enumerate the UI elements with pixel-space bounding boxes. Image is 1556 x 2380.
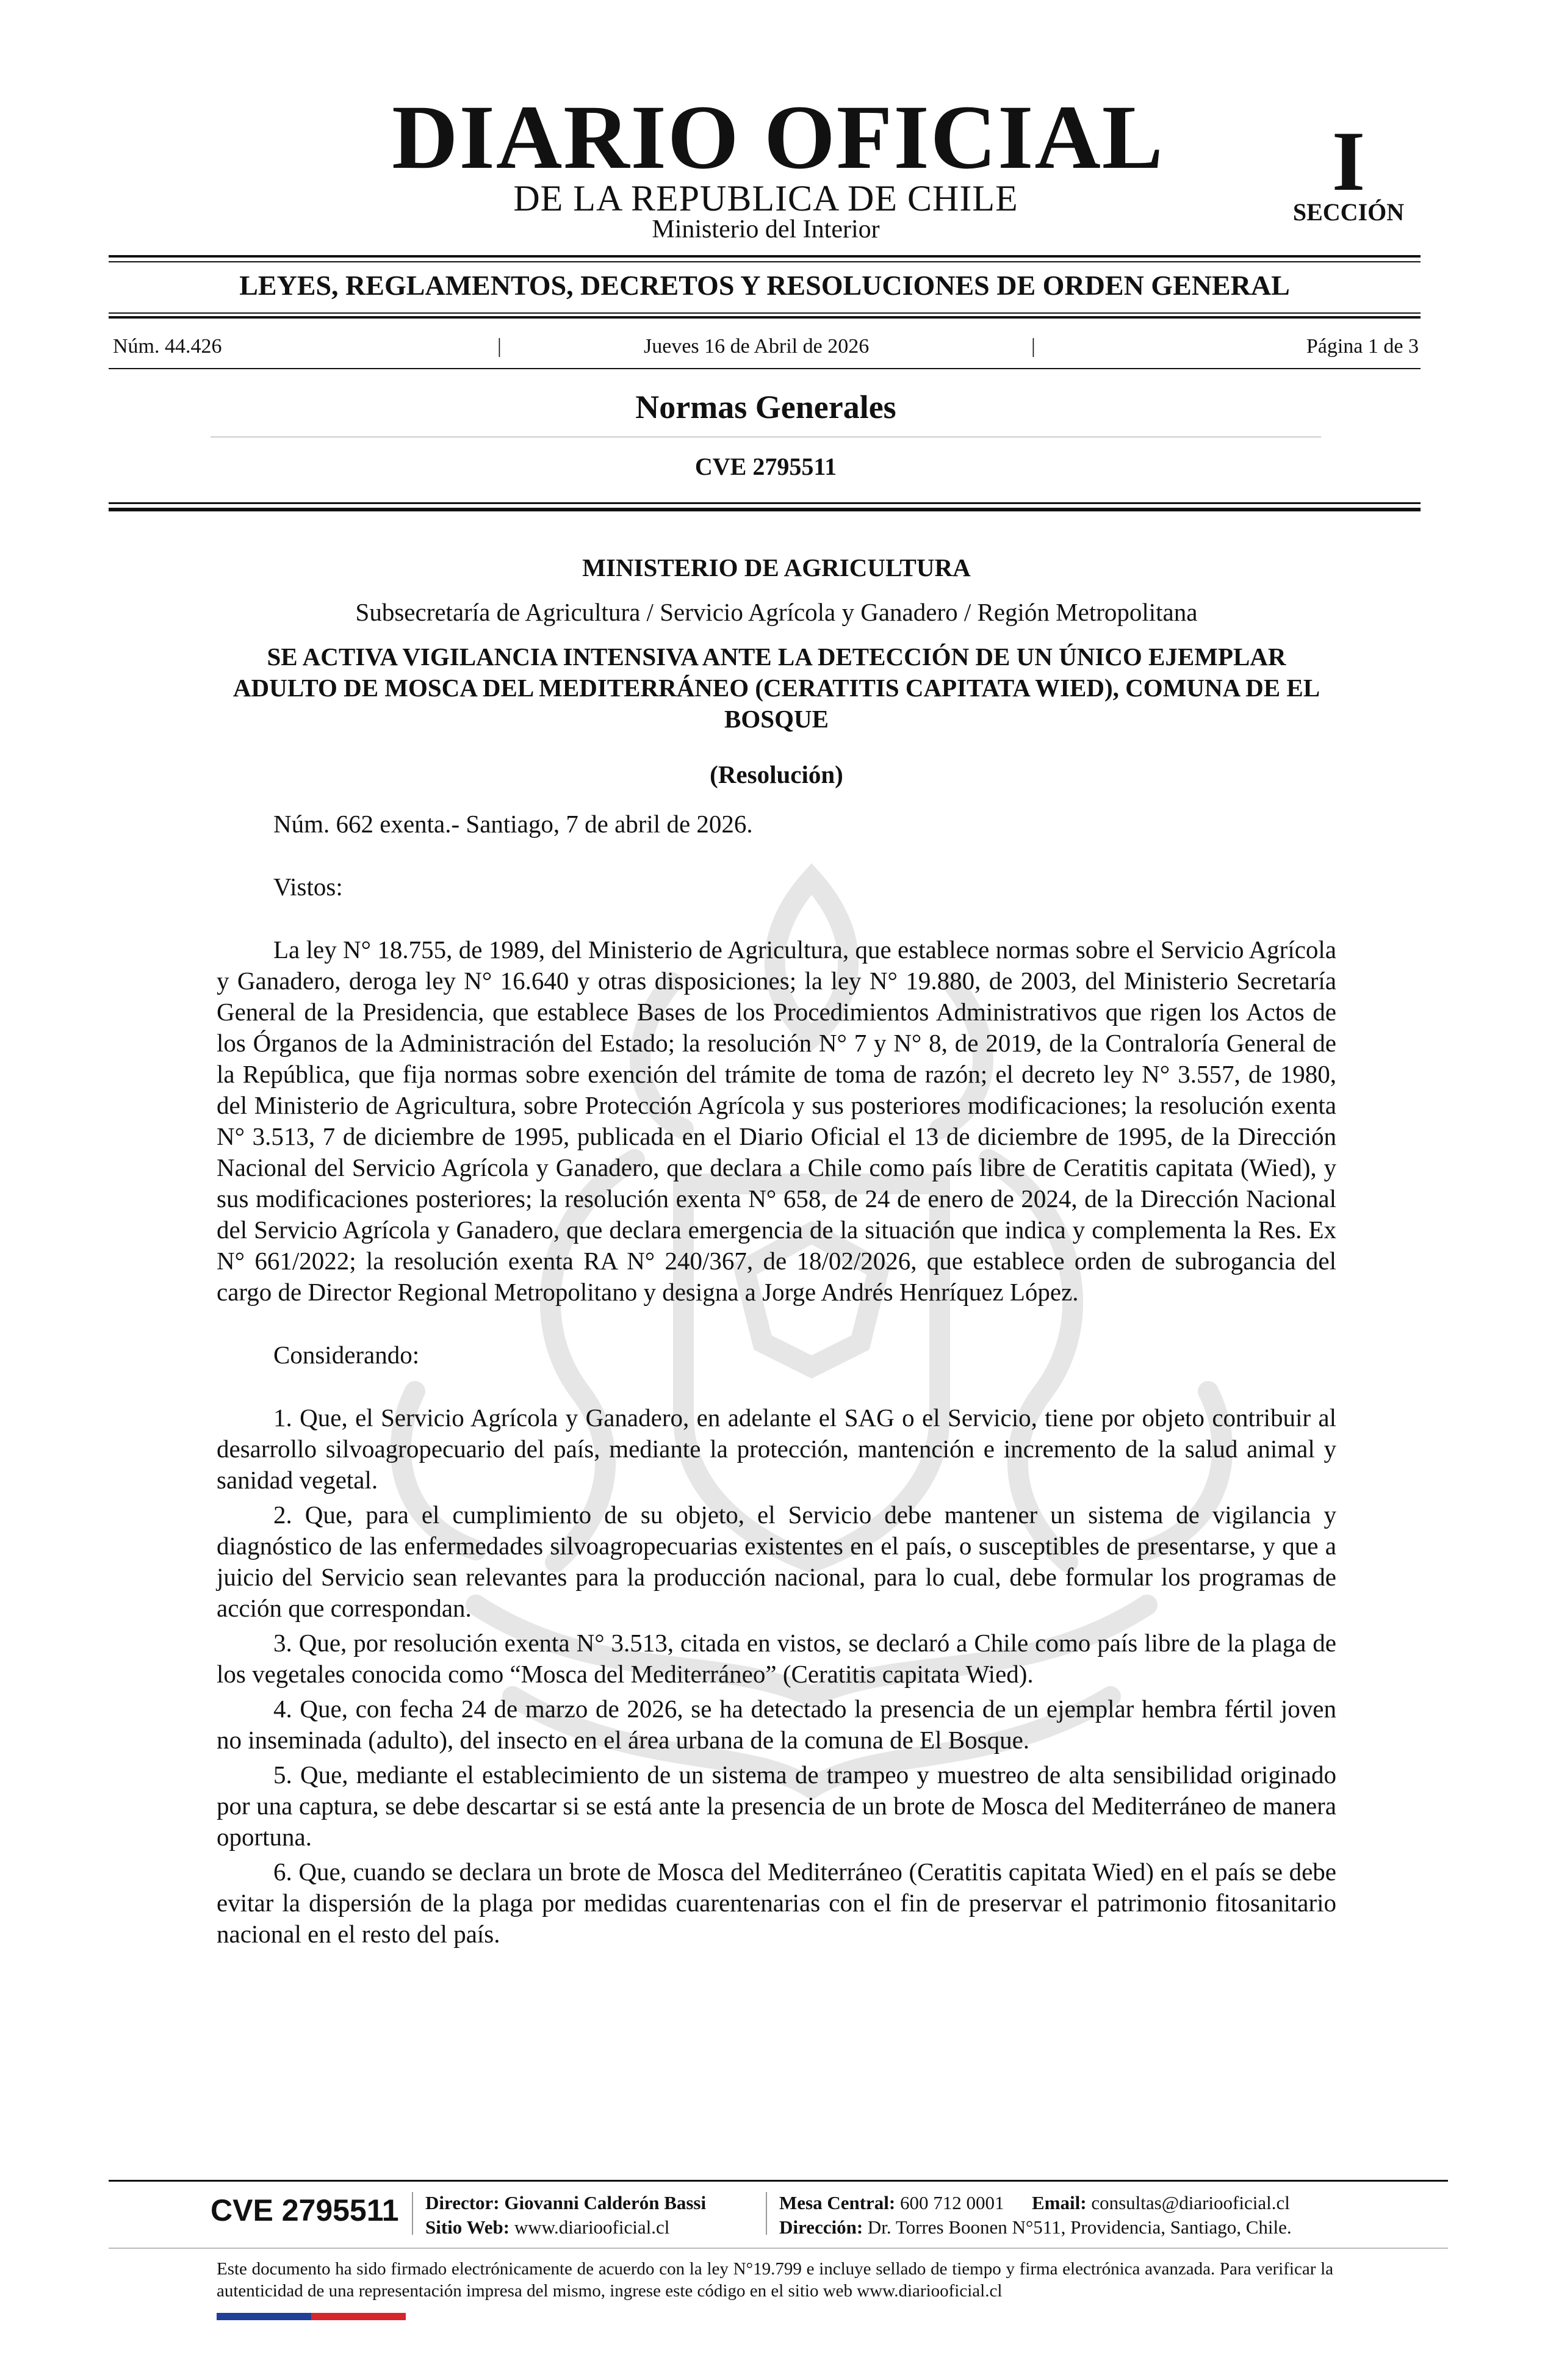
masthead-ministry: Ministerio del Interior bbox=[652, 215, 880, 243]
vistos-heading: Vistos: bbox=[273, 873, 343, 901]
director-name: Giovanni Calderón Bassi bbox=[504, 2192, 707, 2213]
website-label: Sitio Web: bbox=[425, 2216, 510, 2238]
issue-date: Jueves 16 de Abril de 2026 bbox=[644, 335, 870, 358]
document-type: (Resolución) bbox=[710, 760, 843, 788]
masthead-subtitle: DE LA REPUBLICA DE CHILE bbox=[513, 178, 1018, 218]
cve-code: CVE 2795511 bbox=[694, 453, 837, 480]
footer-address bbox=[779, 2215, 1292, 2240]
website-link[interactable]: www.diariooficial.cl bbox=[514, 2216, 670, 2238]
cve-rule-thin bbox=[109, 502, 1421, 504]
laws-rule bbox=[109, 316, 1421, 319]
issue-number: Núm. 44.426 bbox=[113, 335, 222, 358]
masthead-rule-top bbox=[109, 255, 1421, 258]
footer-website bbox=[425, 2215, 669, 2240]
address-label: Dirección: bbox=[779, 2216, 863, 2238]
section-label: SECCIÓN bbox=[1292, 198, 1405, 226]
resolution-title: SE ACTIVA VIGILANCIA INTENSIVA ANTE LA DETECCIÓN DE UN ÚNICO EJEMPLAR ADULTO DE MOSCA DEL MEDITERRÁNEO (CERATITIS CAPITATA WIED), COMUNA DE EL BOSQUE bbox=[232, 643, 1320, 733]
issue-rule bbox=[109, 368, 1421, 369]
laws-rule-thin bbox=[109, 312, 1421, 314]
footer-cve-code: CVE 2795511 bbox=[211, 2193, 399, 2227]
norms-heading: Normas Generales bbox=[635, 389, 896, 425]
footer-director bbox=[425, 2191, 706, 2215]
issue-separator: | bbox=[1031, 335, 1036, 358]
considerando-item: 3. Que, por resolución exenta N° 3.513, citada en vistos, se declaró a Chile como país libre de la plaga de los vegetales conocida como “Mosca del Mediterráneo” (Ceratitis capitata Wied). bbox=[217, 1629, 1336, 1688]
considerando-item: 5. Que, mediante el establecimiento de un sistema de trampeo y muestreo de alta sensibilidad originado por una captura, se debe descartar si se está ante la presencia de un brote de Mosca del Mediterráneo de manera oportuna. bbox=[217, 1761, 1336, 1851]
footer-notice-rule bbox=[109, 2248, 1448, 2249]
footer-contact bbox=[779, 2191, 1290, 2215]
cve-rule bbox=[109, 508, 1421, 511]
vistos-paragraph: La ley N° 18.755, de 1989, del Ministerio de Agricultura, que establece normas sobre el Servicio Agrícola y Ganadero, deroga ley N° 16.640 y otras disposiciones; la ley N° 19.880, de 2003, del Ministerio Secretaría General de la Presidencia, que establece Bases de los Procedimientos Administrativos que rigen los Actos de los Órganos de la Administración del Estado; la resolución N° 7 y N° 8, de 2019, de la Contraloría General de la República, que fija normas sobre exención del trámite de toma de razón; el decreto ley N° 3.557, de 1980, del Ministerio de Agricultura, sobre Protección Agrícola y sus posteriores modificaciones; la resolución exenta N° 3.513, 7 de diciembre de 1995, publicada en el Diario Oficial el 13 de diciembre de 1995, de la Dirección Nacional del Servicio Agrícola y Ganadero, que declara a Chile como país libre de Ceratitis capitata (Wied), y sus modificaciones posteriores; la resolución exenta N° 658, de 24 de enero de 2024, de la Dirección Nacional del Servicio Agrícola y Ganadero, que declara emergencia de la situación que indica y complementa la Res. Ex N° 661/2022; la resolución exenta RA N° 240/367, de 18/02/2026, que establece orden de subrogancia del cargo de Director Regional Metropolitano y designa a Jorge Andrés Henríquez López. bbox=[217, 936, 1336, 1306]
flag-stripe-blue bbox=[217, 2313, 311, 2320]
section-numeral: I bbox=[1331, 114, 1366, 209]
issue-page: Página 1 de 3 bbox=[1306, 335, 1419, 358]
signature-notice: Este documento ha sido firmado electrónicamente de acuerdo con la ley N°19.799 e incluye sellado de tiempo y firma electrónica avanzada. Para verificar la autenticidad de una representación impresa del mismo, ingrese este código en el sitio web www.diariooficial.cl bbox=[217, 2259, 1333, 2301]
resolution-number-line: Núm. 662 exenta.- Santiago, 7 de abril de 2026. bbox=[273, 810, 753, 838]
email-link[interactable]: consultas@diariooficial.cl bbox=[1091, 2192, 1290, 2213]
flag-stripe-red bbox=[311, 2313, 406, 2320]
footer-rule bbox=[109, 2180, 1448, 2182]
subsecretaria-line: Subsecretaría de Agricultura / Servicio Agrícola y Ganadero / Región Metropolitana bbox=[355, 598, 1198, 626]
address-value: Dr. Torres Boonen N°511, Providencia, Santiago, Chile. bbox=[867, 2216, 1292, 2238]
issue-separator: | bbox=[497, 335, 502, 358]
considerando-item: 6. Que, cuando se declara un brote de Mosca del Mediterráneo (Ceratitis capitata Wied) en el país se debe evitar la dispersión de la plaga por medidas cuarentenarias con el fin de preservar el patrimonio fitosanitario nacional en el resto del país. bbox=[217, 1858, 1336, 1948]
considerando-item: 1. Que, el Servicio Agrícola y Ganadero, en adelante el SAG o el Servicio, tiene por objeto contribuir al desarrollo silvoagropecuario del país, mediante la protección, mantención e incremento de la salud animal y sanidad vegetal. bbox=[217, 1404, 1336, 1494]
considerando-heading: Considerando: bbox=[273, 1341, 420, 1369]
considerando-item: 2. Que, para el cumplimiento de su objeto, el Servicio debe mantener un sistema de vigilancia y diagnóstico de las enfermedades silvoagropecuarias existentes en el país, o susceptibles de presentarse, y que a juicio del Servicio sean relevantes para la producción nacional, para lo cual, debe formular los programas de acción que correspondan. bbox=[217, 1501, 1336, 1622]
ministry-heading: MINISTERIO DE AGRICULTURA bbox=[582, 554, 971, 582]
laws-heading: LEYES, REGLAMENTOS, DECRETOS Y RESOLUCIONES DE ORDEN GENERAL bbox=[239, 270, 1290, 301]
footer-separator bbox=[766, 2192, 767, 2235]
footer-separator bbox=[412, 2192, 413, 2235]
masthead-title: DIARIO OFICIAL bbox=[392, 87, 1164, 188]
director-label: Director: bbox=[425, 2192, 500, 2213]
mesa-label: Mesa Central: bbox=[779, 2192, 896, 2213]
masthead-rule-top-thin bbox=[109, 261, 1421, 262]
norms-divider bbox=[211, 436, 1321, 438]
considerando-item: 4. Que, con fecha 24 de marzo de 2026, se ha detectado la presencia de un ejemplar hembra fértil joven no inseminada (adulto), del insecto en el área urbana de la comuna de El Bosque. bbox=[217, 1695, 1336, 1754]
issue-row bbox=[113, 334, 1419, 359]
document-body bbox=[217, 552, 1336, 1950]
email-label: Email: bbox=[1032, 2192, 1087, 2213]
mesa-phone: 600 712 0001 bbox=[900, 2192, 1004, 2213]
